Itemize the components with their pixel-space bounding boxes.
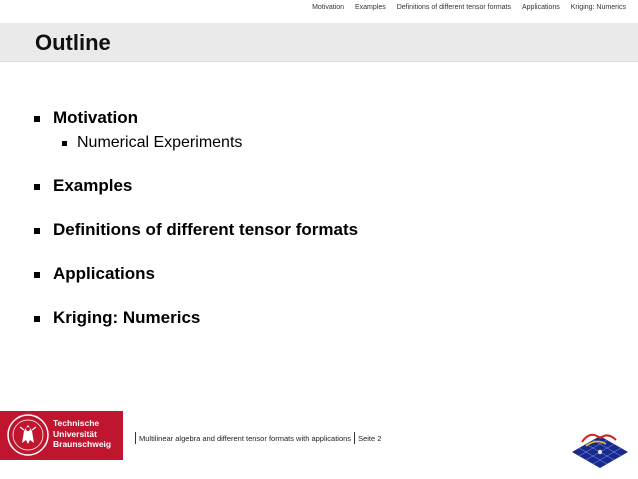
nav-kriging[interactable]: Kriging: Numerics (570, 4, 626, 11)
footer-divider (354, 432, 355, 444)
footer-talk-title: Multilinear algebra and different tensor formats with applications (139, 433, 352, 443)
outline-item-motivation (34, 108, 594, 152)
outline-item-label: Kriging: Numerics (53, 308, 201, 327)
logo-line: Technische (53, 418, 100, 428)
outline-item-label: Applications (53, 264, 156, 283)
outline-item-applications (34, 264, 594, 284)
nav-motivation[interactable]: Motivation (312, 4, 344, 11)
outline-subitem-label: Numerical Experiments (77, 134, 243, 151)
bullet-icon (34, 184, 40, 190)
university-logo (0, 411, 123, 460)
outline-subitem-numerical-experiments (62, 134, 594, 152)
grid-surface-logo-icon (568, 428, 632, 472)
outline-item-label: Examples (53, 176, 133, 195)
outline-item-label: Motivation (53, 108, 138, 127)
bullet-icon (34, 116, 40, 122)
slide-footer (132, 432, 381, 444)
university-seal-icon (6, 413, 50, 457)
section-navigation (312, 4, 626, 11)
nav-applications[interactable]: Applications (522, 4, 560, 11)
bullet-icon (34, 316, 40, 322)
slide-title: Outline (35, 30, 111, 55)
nav-examples[interactable]: Examples (355, 4, 386, 11)
footer-divider (135, 432, 136, 444)
logo-line: Universität (53, 428, 97, 439)
footer-page-number: Seite 2 (358, 433, 382, 443)
sub-bullet-icon (62, 141, 67, 146)
university-name (53, 418, 111, 450)
outline-item-kriging (34, 308, 594, 328)
outline-item-examples (34, 176, 594, 196)
title-bar (0, 23, 638, 62)
nav-definitions[interactable]: Definitions of different tensor formats (396, 4, 511, 11)
bullet-icon (34, 228, 40, 234)
logo-line: Braunschweig (53, 439, 112, 449)
outline-item-definitions (34, 220, 594, 240)
outline-item-label: Definitions of different tensor formats (53, 220, 359, 239)
bullet-icon (34, 272, 40, 278)
outline-list (34, 108, 594, 352)
